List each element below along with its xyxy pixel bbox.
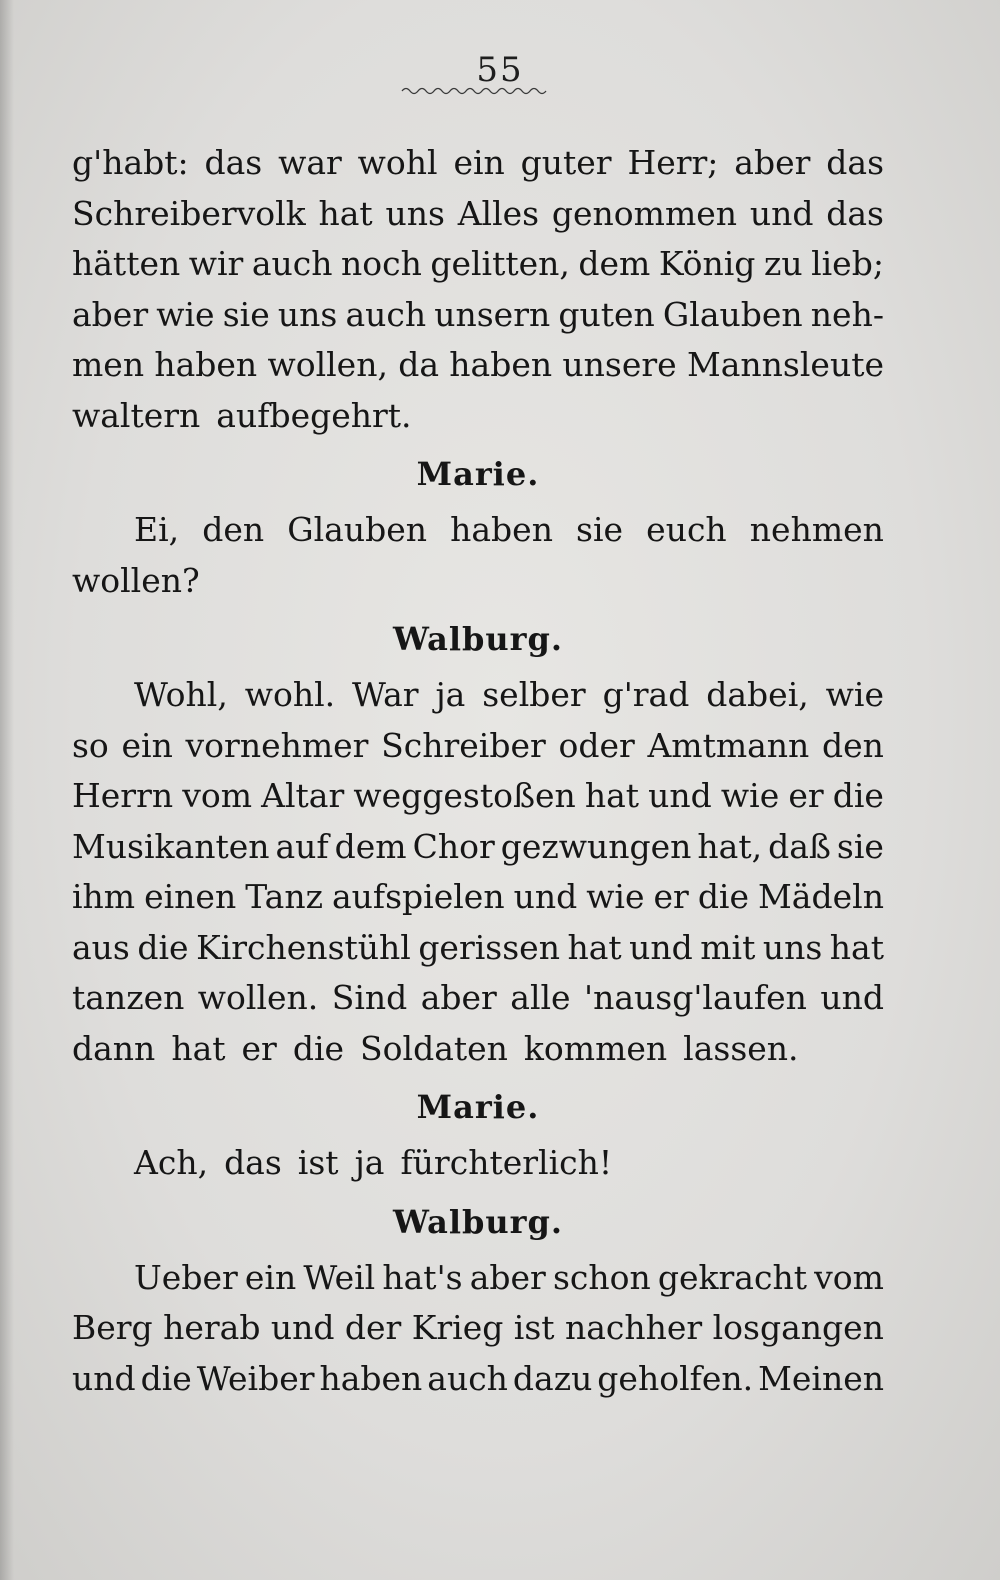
paragraph [72, 138, 884, 441]
word: das [224, 1143, 282, 1182]
word: dem [334, 826, 407, 866]
text-line [72, 721, 884, 772]
word: mit [700, 927, 756, 967]
word: euch [646, 510, 727, 549]
word: Tanz [245, 877, 323, 916]
text-line [72, 1024, 884, 1075]
word: aber [469, 1257, 546, 1297]
word: selber [482, 675, 586, 714]
word: vom [182, 776, 253, 815]
text-line [72, 872, 884, 923]
word: sie [576, 510, 624, 549]
word: noch [340, 244, 422, 283]
word: guter [520, 143, 612, 182]
page-text-body [72, 138, 884, 1404]
word: und [72, 1358, 136, 1398]
word: g'rad [602, 675, 690, 714]
word: Ach, [134, 1143, 209, 1182]
word: ja [435, 675, 466, 714]
word: Ueber [134, 1257, 238, 1297]
word: zu [763, 244, 803, 283]
word: Krieg [411, 1308, 504, 1347]
word: alle [510, 978, 571, 1017]
text-line [72, 1303, 884, 1354]
word: haben [450, 510, 553, 549]
word: und [270, 1308, 335, 1347]
word: unsere [562, 345, 677, 384]
word: uns [385, 193, 445, 233]
text-line [72, 340, 884, 391]
word: Glauben [662, 294, 803, 334]
word: weggestoßen [353, 776, 576, 815]
word: vom [814, 1257, 884, 1297]
word: ihm [72, 877, 136, 916]
word: und [749, 193, 814, 233]
word: die [140, 1358, 192, 1398]
word: Schreibervolk [72, 193, 306, 233]
word: wie [720, 776, 780, 815]
word: dem [578, 244, 651, 283]
word: hat, [697, 826, 763, 866]
word: Alles [457, 193, 540, 233]
word: den [202, 510, 265, 549]
word: und [629, 927, 693, 967]
word: haben [319, 1358, 423, 1398]
text-line [72, 505, 884, 556]
word: oder [558, 725, 635, 765]
word: wohl [357, 143, 438, 182]
word: aber [734, 143, 811, 182]
word: ein [244, 1257, 297, 1297]
word: hätten [72, 244, 181, 283]
word: Herr; [627, 143, 719, 182]
word: hat's [382, 1257, 463, 1297]
word: genommen [551, 193, 738, 233]
word: guten [558, 294, 655, 334]
text-line [72, 1138, 884, 1189]
word: und [513, 877, 578, 916]
word: die [137, 927, 189, 967]
word: dazu [512, 1358, 593, 1398]
word: wollen, [267, 345, 388, 384]
word: uns [277, 294, 338, 334]
word: men [72, 345, 145, 384]
word: dabei, [706, 675, 809, 714]
word: war [278, 143, 342, 182]
page-number: 55 [476, 50, 524, 90]
header-ornament [400, 84, 550, 98]
word: aus [72, 927, 130, 967]
word: 'nausg'laufen [584, 978, 807, 1017]
word: aber [420, 978, 497, 1017]
word: Amtmann [647, 725, 810, 765]
word: da [398, 345, 440, 384]
word: lassen. [683, 1028, 799, 1068]
word: kommen [523, 1028, 668, 1068]
word: vornehmer [185, 725, 369, 765]
word: gezwungen [500, 826, 692, 866]
word: das [204, 143, 263, 182]
word: er [788, 776, 824, 815]
word: herab [163, 1308, 261, 1347]
word: er [653, 877, 689, 916]
text-line [72, 239, 884, 290]
word: sie [836, 826, 884, 866]
word: geholfen. [597, 1358, 754, 1398]
word: die [832, 776, 884, 815]
word: wollen? [72, 560, 200, 600]
word: wie [825, 675, 884, 714]
word: und [820, 978, 884, 1017]
word: hat [584, 776, 640, 815]
word: er [241, 1028, 277, 1068]
speaker-name: Marie. [416, 455, 540, 493]
word: War [352, 675, 419, 714]
word: und [648, 776, 712, 815]
text-line [72, 822, 884, 873]
word: aufspielen [331, 877, 505, 916]
word: Weil [303, 1257, 376, 1297]
word: Altar [261, 776, 345, 815]
word: Mannsleute [686, 345, 884, 384]
paragraph [72, 670, 884, 1074]
word: hat [318, 193, 373, 233]
word: gekracht [657, 1257, 807, 1297]
word: König [658, 244, 756, 283]
word: nachher [564, 1308, 703, 1347]
word: Ei, [134, 510, 180, 549]
word: haben [449, 345, 553, 384]
word: ein [453, 143, 505, 182]
word: der [344, 1308, 402, 1347]
word: Meinen [758, 1358, 884, 1398]
speaker-name: Walburg. [392, 620, 564, 658]
word: waltern [72, 395, 201, 435]
word: hat [567, 927, 622, 967]
word: auch [251, 244, 333, 283]
text-line [72, 556, 884, 607]
word: fürchterlich! [400, 1143, 613, 1182]
paragraph [72, 1138, 884, 1189]
word: ist [297, 1143, 339, 1182]
word: Sind [331, 978, 408, 1017]
word: dann [72, 1028, 156, 1068]
word: Kirchenstühl [196, 927, 411, 967]
word: die [697, 877, 750, 916]
word: wohl. [244, 675, 336, 714]
word: ist [513, 1308, 555, 1347]
word: das [826, 193, 884, 233]
word: uns [762, 927, 823, 967]
word: g'habt: [72, 143, 189, 182]
text-line [72, 189, 884, 240]
word: haben [154, 345, 258, 384]
page-edge-shadow [0, 0, 14, 1580]
word: Wohl, [134, 675, 228, 714]
word: das [826, 143, 884, 182]
text-line [72, 1354, 884, 1405]
word: nehmen [749, 510, 884, 549]
word: Mädeln [758, 877, 884, 916]
word: daß [768, 826, 831, 866]
word: Musikanten [72, 826, 270, 866]
word: wollen. [197, 978, 319, 1017]
word: schon [552, 1257, 651, 1297]
word: gelitten, [430, 244, 570, 283]
text-line [72, 923, 884, 974]
word: auch [427, 1358, 508, 1398]
word: Chor [412, 826, 495, 866]
text-line [72, 138, 884, 189]
word: hat [829, 927, 884, 967]
word: die [292, 1028, 345, 1068]
word: unsern [434, 294, 551, 334]
word: wie [156, 294, 215, 334]
word: hat [171, 1028, 226, 1068]
speaker-name: Walburg. [392, 1202, 564, 1241]
speaker-name: Marie. [416, 1088, 540, 1126]
text-line [72, 1253, 884, 1304]
word: so [72, 725, 109, 765]
word: tanzen [72, 978, 185, 1017]
word: gerissen [418, 927, 560, 967]
word: Soldaten [360, 1028, 508, 1068]
paragraph [72, 1253, 884, 1405]
word: Herrn [72, 776, 174, 815]
paragraph [72, 505, 884, 606]
word: Glauben [287, 510, 428, 549]
word: auf [275, 826, 329, 866]
text-line [72, 290, 884, 341]
word: lieb; [811, 244, 884, 283]
text-line [72, 670, 884, 721]
word: sie [222, 294, 270, 334]
word: Schreiber [381, 725, 546, 765]
word: auch [345, 294, 427, 334]
word: aber [72, 294, 149, 334]
word: ein [121, 725, 173, 765]
word: wir [188, 244, 244, 283]
word: Berg [72, 1308, 153, 1347]
word: aufbegehrt. [216, 395, 412, 435]
word: neh- [810, 294, 884, 334]
word: Weiber [196, 1358, 315, 1398]
word: losgangen [712, 1308, 884, 1347]
word: ja [354, 1143, 385, 1182]
word: den [822, 725, 884, 765]
word: wie [586, 877, 645, 916]
text-line [72, 391, 884, 442]
word: einen [144, 877, 237, 916]
text-line [72, 771, 884, 822]
text-line [72, 973, 884, 1024]
